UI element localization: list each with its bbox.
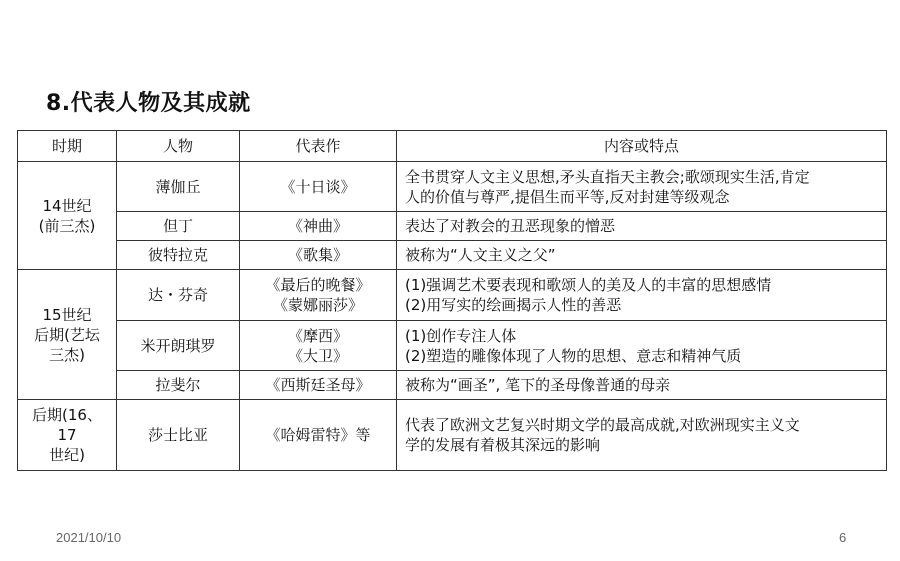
period-cell	[18, 162, 117, 270]
header-content: 内容或特点	[397, 131, 887, 162]
work-line: 《大卫》	[287, 346, 348, 365]
work-cell: 《神曲》	[240, 212, 397, 241]
person-cell: 彼特拉克	[117, 241, 240, 270]
content-cell	[397, 270, 887, 321]
table-row	[18, 162, 887, 212]
person-cell: 但丁	[117, 212, 240, 241]
work-line: 《最后的晚餐》	[265, 276, 371, 294]
table-row	[18, 321, 887, 371]
period-line: 后期(艺坛	[34, 325, 100, 344]
work-cell	[240, 270, 397, 321]
header-period: 时期	[18, 131, 117, 162]
header-work: 代表作	[240, 131, 397, 162]
work-cell	[240, 321, 397, 371]
content-cell: 被称为“人文主义之父”	[397, 241, 887, 270]
table-row	[18, 400, 887, 471]
content-line: (1)创作专注人体	[405, 326, 517, 345]
content-cell	[397, 321, 887, 371]
period-cell	[18, 270, 117, 400]
table-row	[18, 241, 887, 270]
work-cell: 《歌集》	[240, 241, 397, 270]
table-row	[18, 371, 887, 400]
page-number: 6	[839, 530, 847, 545]
representative-figures-table	[17, 130, 887, 471]
work-cell: 《十日谈》	[240, 162, 397, 212]
period-line: (前三杰)	[38, 216, 96, 235]
content-line: (2)用写实的绘画揭示人性的善恶	[405, 296, 622, 314]
table-row	[18, 212, 887, 241]
period-line: 15世纪	[42, 305, 92, 324]
period-line: 14世纪	[42, 196, 92, 215]
person-cell: 莎士比亚	[117, 400, 240, 471]
work-line: 《摩西》	[287, 326, 348, 345]
content-line: 学的发展有着极其深远的影响	[405, 436, 601, 454]
content-line: 代表了欧洲文艺复兴时期文学的最高成就,对欧洲现实主义文	[405, 416, 800, 434]
work-cell: 《哈姆雷特》等	[240, 400, 397, 471]
content-cell	[397, 400, 887, 471]
table-row	[18, 270, 887, 321]
period-line: 三杰)	[49, 345, 85, 364]
period-line: 后期(16、	[32, 406, 102, 424]
person-cell: 达・芬奇	[117, 270, 240, 321]
header-person: 人物	[117, 131, 240, 162]
period-cell	[18, 400, 117, 471]
person-cell: 薄伽丘	[117, 162, 240, 212]
work-line: 《蒙娜丽莎》	[272, 296, 363, 314]
period-line: 17	[57, 426, 77, 444]
table-header-row	[18, 131, 887, 162]
person-cell: 米开朗琪罗	[117, 321, 240, 371]
content-line: 全书贯穿人文主义思想,矛头直指天主教会;歌颂现实生活,肯定	[405, 167, 810, 186]
footer-date: 2021/10/10	[56, 530, 122, 545]
work-cell: 《西斯廷圣母》	[240, 371, 397, 400]
content-cell: 表达了对教会的丑恶现象的憎恶	[397, 212, 887, 241]
content-cell: 被称为“画圣”, 笔下的圣母像普通的母亲	[397, 371, 887, 400]
content-line: 人的价值与尊严,提倡生而平等,反对封建等级观念	[405, 187, 730, 206]
content-cell	[397, 162, 887, 212]
content-line: (1)强调艺术要表现和歌颂人的美及人的丰富的思想感情	[405, 276, 772, 294]
content-line: (2)塑造的雕像体现了人物的思想、意志和精神气质	[405, 346, 742, 365]
person-cell: 拉斐尔	[117, 371, 240, 400]
section-title: 8.代表人物及其成就	[46, 91, 251, 116]
period-line: 世纪)	[49, 446, 85, 464]
